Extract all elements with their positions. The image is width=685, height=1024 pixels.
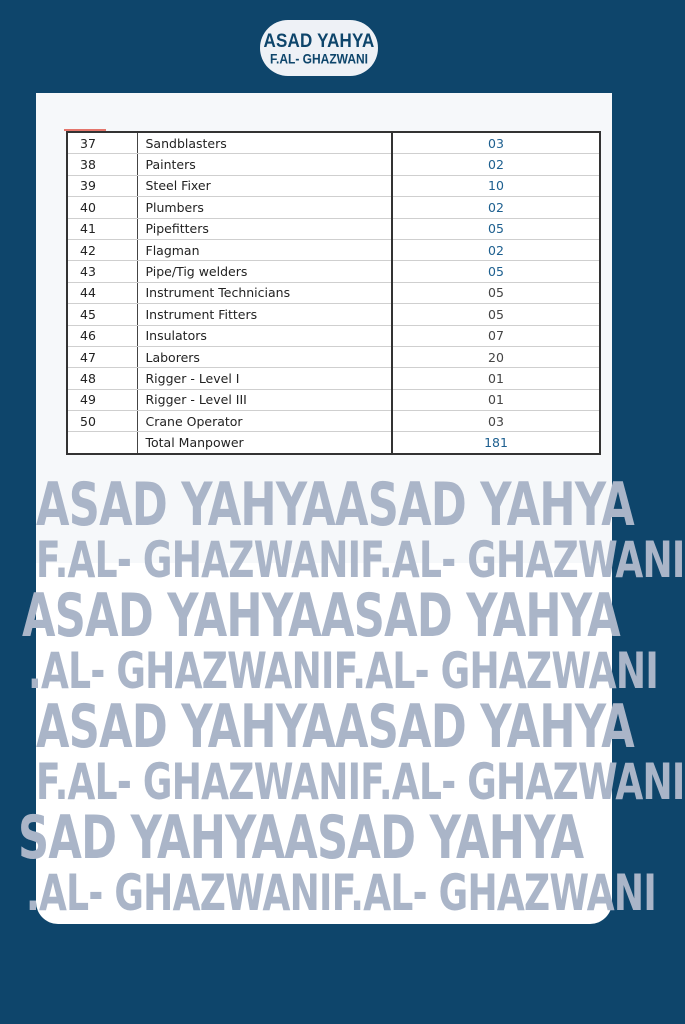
table-row <box>67 411 600 432</box>
manpower-count: 10 <box>392 175 600 196</box>
trade-name: Instrument Fitters <box>137 304 392 325</box>
watermark-row: ASAD YAHYAASAD YAHYA <box>36 470 634 540</box>
trade-name: Pipe/Tig welders <box>137 261 392 282</box>
table-row <box>67 239 600 260</box>
trade-name: Laborers <box>137 346 392 367</box>
row-number: 40 <box>67 197 137 218</box>
row-number: 38 <box>67 154 137 175</box>
watermark-row: .AL- GHAZWANIF.AL- GHAZWANI <box>26 864 657 922</box>
manpower-count: 20 <box>392 346 600 367</box>
row-number: 45 <box>67 304 137 325</box>
trade-name: Sandblasters <box>137 132 392 154</box>
trade-name: Rigger - Level III <box>137 389 392 410</box>
row-number: 42 <box>67 239 137 260</box>
table-row <box>67 346 600 367</box>
manpower-count: 07 <box>392 325 600 346</box>
table-row <box>67 389 600 410</box>
trade-name: Flagman <box>137 239 392 260</box>
manpower-table <box>66 131 601 455</box>
manpower-count: 03 <box>392 132 600 154</box>
manpower-count: 02 <box>392 197 600 218</box>
watermark-row: ASAD YAHYAASAD YAHYA <box>22 581 620 651</box>
row-number: 50 <box>67 411 137 432</box>
watermark-row: F.AL- GHAZWANIF.AL- GHAZWANI <box>36 531 685 589</box>
trade-name: Insulators <box>137 325 392 346</box>
table-row <box>67 282 600 303</box>
trade-name: Painters <box>137 154 392 175</box>
manpower-count: 05 <box>392 282 600 303</box>
table-row <box>67 325 600 346</box>
manpower-count: 01 <box>392 368 600 389</box>
author-badge <box>260 20 378 76</box>
author-name-line1: ASAD YAHYA <box>263 29 375 51</box>
total-row <box>67 432 600 454</box>
row-number: 49 <box>67 389 137 410</box>
row-number: 44 <box>67 282 137 303</box>
watermark-row: .AL- GHAZWANIF.AL- GHAZWANI <box>28 642 659 700</box>
trade-name: Crane Operator <box>137 411 392 432</box>
watermark-row: ASAD YAHYAASAD YAHYA <box>36 692 634 762</box>
manpower-count: 01 <box>392 389 600 410</box>
row-number: 37 <box>67 132 137 154</box>
trade-name: Total Manpower <box>137 432 392 454</box>
table-row <box>67 368 600 389</box>
manpower-count: 05 <box>392 304 600 325</box>
row-number: 46 <box>67 325 137 346</box>
watermark-row: SAD YAHYAASAD YAHYA <box>18 803 584 873</box>
table-row <box>67 197 600 218</box>
trade-name: Rigger - Level I <box>137 368 392 389</box>
trade-name: Plumbers <box>137 197 392 218</box>
trade-name: Pipefitters <box>137 218 392 239</box>
manpower-count: 03 <box>392 411 600 432</box>
row-number: 47 <box>67 346 137 367</box>
row-number <box>67 432 137 454</box>
table-row <box>67 154 600 175</box>
row-number: 48 <box>67 368 137 389</box>
trade-name: Instrument Technicians <box>137 282 392 303</box>
row-number: 43 <box>67 261 137 282</box>
manpower-count: 02 <box>392 239 600 260</box>
content-card <box>18 93 685 924</box>
row-number: 41 <box>67 218 137 239</box>
table-row <box>67 218 600 239</box>
table-row <box>67 132 600 154</box>
table-row <box>67 261 600 282</box>
manpower-count: 05 <box>392 218 600 239</box>
manpower-count: 181 <box>392 432 600 454</box>
manpower-count: 02 <box>392 154 600 175</box>
watermark-row: F.AL- GHAZWANIF.AL- GHAZWANI <box>36 753 685 811</box>
trade-name: Steel Fixer <box>137 175 392 196</box>
table-row <box>67 304 600 325</box>
manpower-count: 05 <box>392 261 600 282</box>
table-row <box>67 175 600 196</box>
row-number: 39 <box>67 175 137 196</box>
author-name-line2: F.AL- GHAZWANI <box>270 50 368 67</box>
